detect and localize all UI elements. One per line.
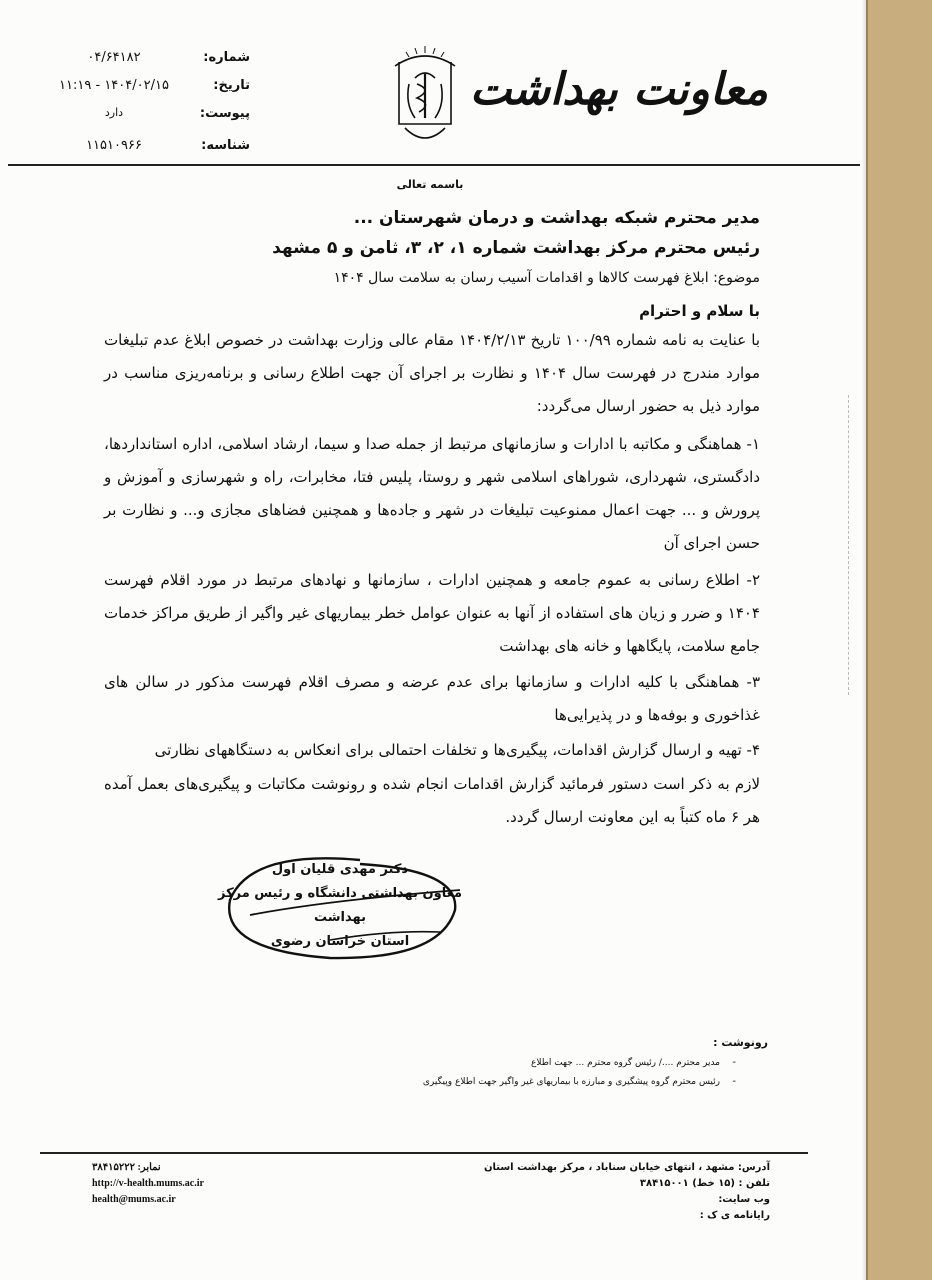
signer-name: دکتر مهدی قلیان اول: [271, 862, 409, 877]
footer-website-label: وب سایت:: [718, 1194, 770, 1205]
footer-email[interactable]: health@mums.ac.ir: [92, 1194, 176, 1205]
university-logo: [385, 44, 465, 154]
footer-fax: نمابر: ۳۸۴۱۵۲۲۲: [92, 1162, 161, 1173]
margin-marks: [848, 395, 855, 695]
footer-website[interactable]: http://v-health.mums.ac.ir: [92, 1178, 204, 1189]
signature-block: [215, 858, 465, 954]
footer-contact: [484, 1160, 770, 1224]
addressee-2: رئیس محترم مرکز بهداشت شماره ۱، ۲، ۳، ثامن و ۵ مشهد: [272, 238, 760, 258]
meta-id: شناسه: ۱۱۵۱۰۹۶۶: [86, 138, 250, 153]
meta-date: تاریخ: ۱۴۰۴/۰۲/۱۵ - ۱۱:۱۹: [59, 78, 250, 93]
signer-title: معاون بهداشتی دانشگاه و رئیس مرکز بهداشت: [217, 886, 462, 925]
closing-paragraph: لازم به ذکر است دستور فرمائید گزارش اقدامات انجام شده و رونوشت مکاتبات و پیگیری‌های بعمل آمده هر ۶ ماه کتباً به این معاونت ارسال گردد.: [104, 775, 760, 826]
footer-links: [92, 1160, 204, 1208]
list-item-4: ۴- تهیه و ارسال گزارش اقدامات، پیگیری‌ها و تخلفات احتمالی برای انعکاس به دستگاههای نظارتی: [154, 741, 760, 759]
cc-title: رونوشت :: [713, 1036, 768, 1049]
subject: موضوع: ابلاغ فهرست کالاها و اقدامات آسیب رسان به سلامت سال ۱۴۰۴: [333, 270, 760, 286]
department-title: معاونت بهداشت: [469, 64, 768, 115]
meta-number: شماره: ۰۴/۶۴۱۸۲: [87, 50, 250, 65]
list-item-3: ۳- هماهنگی با کلیه ادارات و سازمانها برای عدم عرضه و مصرف اقلام فهرست مذکور در سالن های غذاخوری و بوفه‌ها و در پذیرایی‌ها: [104, 673, 760, 724]
page-edge: [866, 0, 932, 1280]
list-item-2: ۲- اطلاع رسانی به عموم جامعه و همچنین ادارات ، سازمانها و نهادهای مرتبط در مورد اقلام فهرست ۱۴۰۴ و ضرر و زیان های استفاده از آنها به عنوان عوامل خطر بیماریهای غیر واگیر از طریق مراکز خدمات جامع سلامت، پایگاهها و خانه های بهداشت: [104, 571, 760, 655]
intro-paragraph: با عنایت به نامه شماره ۱۰۰/۹۹ تاریخ ۱۴۰۴/۲/۱۳ مقام عالی وزارت بهداشت در خصوص ابلاغ عدم تبلیغات موارد مندرج در فهرست سال ۱۴۰۴ و نظارت بر اجرای آن جهت اطلاع رسانی و برنامه‌ریزی مناسب در موارد ذیل به حضور ارسال می‌گردد:: [104, 331, 761, 415]
signer-province: استان خراسان رضوی: [270, 934, 410, 949]
cc-row-1: مدیر محترم ..../ رئیس گروه محترم ... جهت اطلاع: [530, 1058, 720, 1068]
cc-dash: -: [732, 1057, 736, 1068]
cc-row-2: رئیس محترم گروه پیشگیری و مبارزه با بیماریهای غیر واگیر جهت اطلاع وپیگیری: [422, 1077, 720, 1087]
header-divider: [8, 164, 860, 166]
list-item-1: ۱- هماهنگی و مکاتبه با ادارات و سازمانهای مرتبط از جمله صدا و سیما، ارشاد اسلامی، اداره استانداردها، دادگستری، شهرداری، شوراهای اسلامی شهر و روستا، پلیس فتا، مخابرات، راه و شهرسازی و آموزش و پرورش و ... جهت اعمال ممنوعیت تبلیغات در شهر و جاده‌ها و همچنین فضاهای مجازی و... و نظارت بر حسن اجرای آن: [104, 435, 760, 552]
greeting: با سلام و احترام: [639, 302, 760, 320]
cc-dash: -: [732, 1076, 736, 1087]
addressee-1: مدیر محترم شبکه بهداشت و درمان شهرستان ...: [353, 208, 760, 228]
footer-divider: [40, 1152, 808, 1154]
footer-email-label: رایانامه ی ک :: [699, 1210, 770, 1221]
bismillah: باسمه تعالی: [396, 178, 464, 191]
footer-phone: تلفن : (۱۵ خط) ۳۸۴۱۵۰۰۱: [639, 1178, 770, 1189]
meta-attachment: پیوست: دارد: [104, 106, 250, 121]
footer-address: آدرس: مشهد ، انتهای خیابان سناباد ، مرکز بهداشت استان: [483, 1162, 770, 1173]
